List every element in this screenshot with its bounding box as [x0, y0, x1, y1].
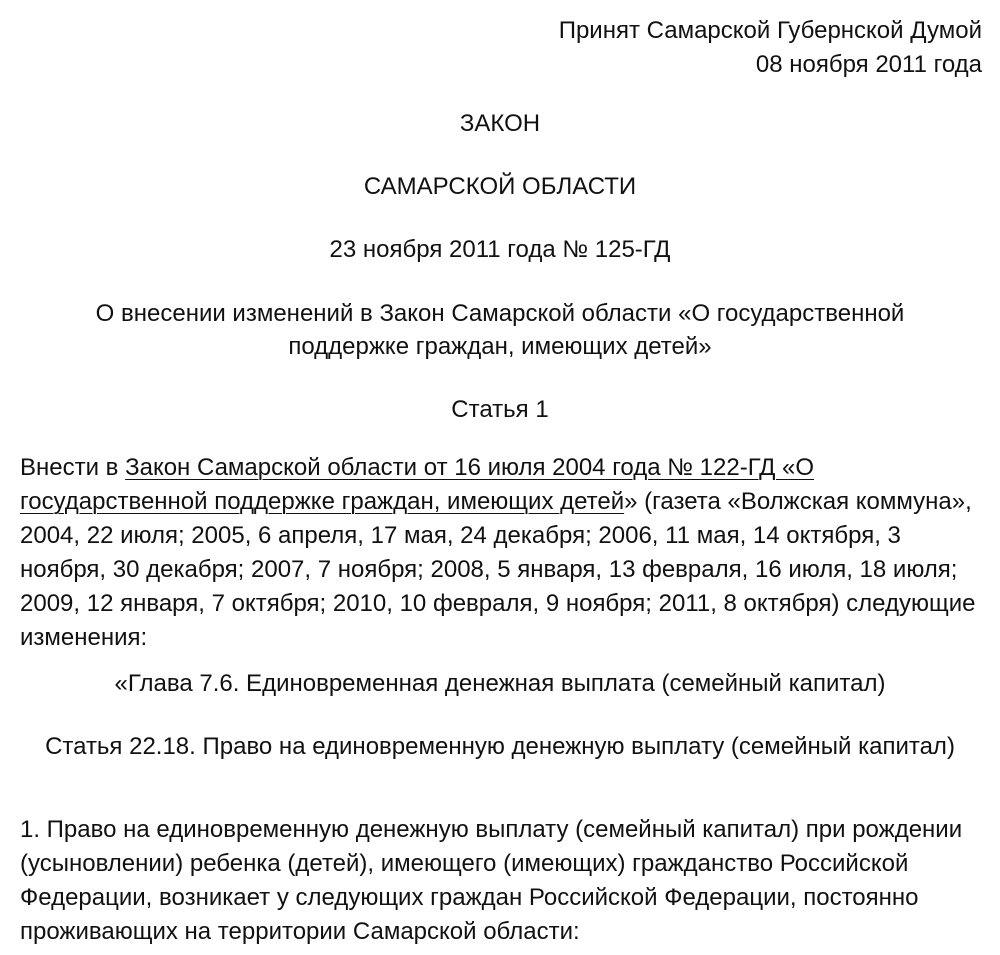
adoption-note: [559, 14, 982, 82]
law-date-number: 23 ноября 2011 года № 125-ГД: [329, 236, 671, 263]
article-1-intro: Внести в: [20, 454, 126, 481]
article-1-paragraph: [20, 451, 982, 655]
article-22-18-heading: Статья 22.18. Право на единовременную денежную выплату (семейный капитал): [45, 733, 955, 760]
region-heading: САМАРСКОЙ ОБЛАСТИ: [363, 173, 637, 200]
law-type-heading: ЗАКОН: [459, 110, 541, 137]
article-22-18-paragraph-1: 1. Право на единовременную денежную выплату (семейный капитал) при рождении (усыновлении) ребенка (детей), имеющего (имеющих) гражданство Российской Федерации, возникает у следующих граждан Российской Федерации, постоянно проживающих на территории Самарской области:: [20, 816, 963, 945]
chapter-heading: «Глава 7.6. Единовременная денежная выплата (семейный капитал): [114, 670, 886, 697]
law-title: О внесении изменений в Закон Самарской области «О государственной поддержке граждан, имеющих детей»: [95, 300, 905, 360]
adoption-date: 08 ноября 2011 года: [755, 51, 982, 78]
referenced-law-link[interactable]: Закон Самарской области от 16 июля 2004 года № 122-ГД «О государственной поддержке граждан, имеющих детей: [20, 454, 815, 515]
article-1-heading: Статья 1: [451, 396, 549, 423]
adoption-line: Принят Самарской Губернской Думой: [558, 17, 982, 44]
article-1-body: » (газета «Волжская коммуна», 2004, 22 июля; 2005, 6 апреля, 17 мая, 24 декабря; 2006, 11 мая, 14 октября, 3 ноября, 30 декабря; 2007, 7 ноября; 2008, 5 января, 13 февраля, 16 июля, 18 июля; 2009, 12 января, 7 октября; 2010, 10 февраля, 9 ноября; 2011, 8 октября) следующие изменения:: [20, 488, 976, 651]
